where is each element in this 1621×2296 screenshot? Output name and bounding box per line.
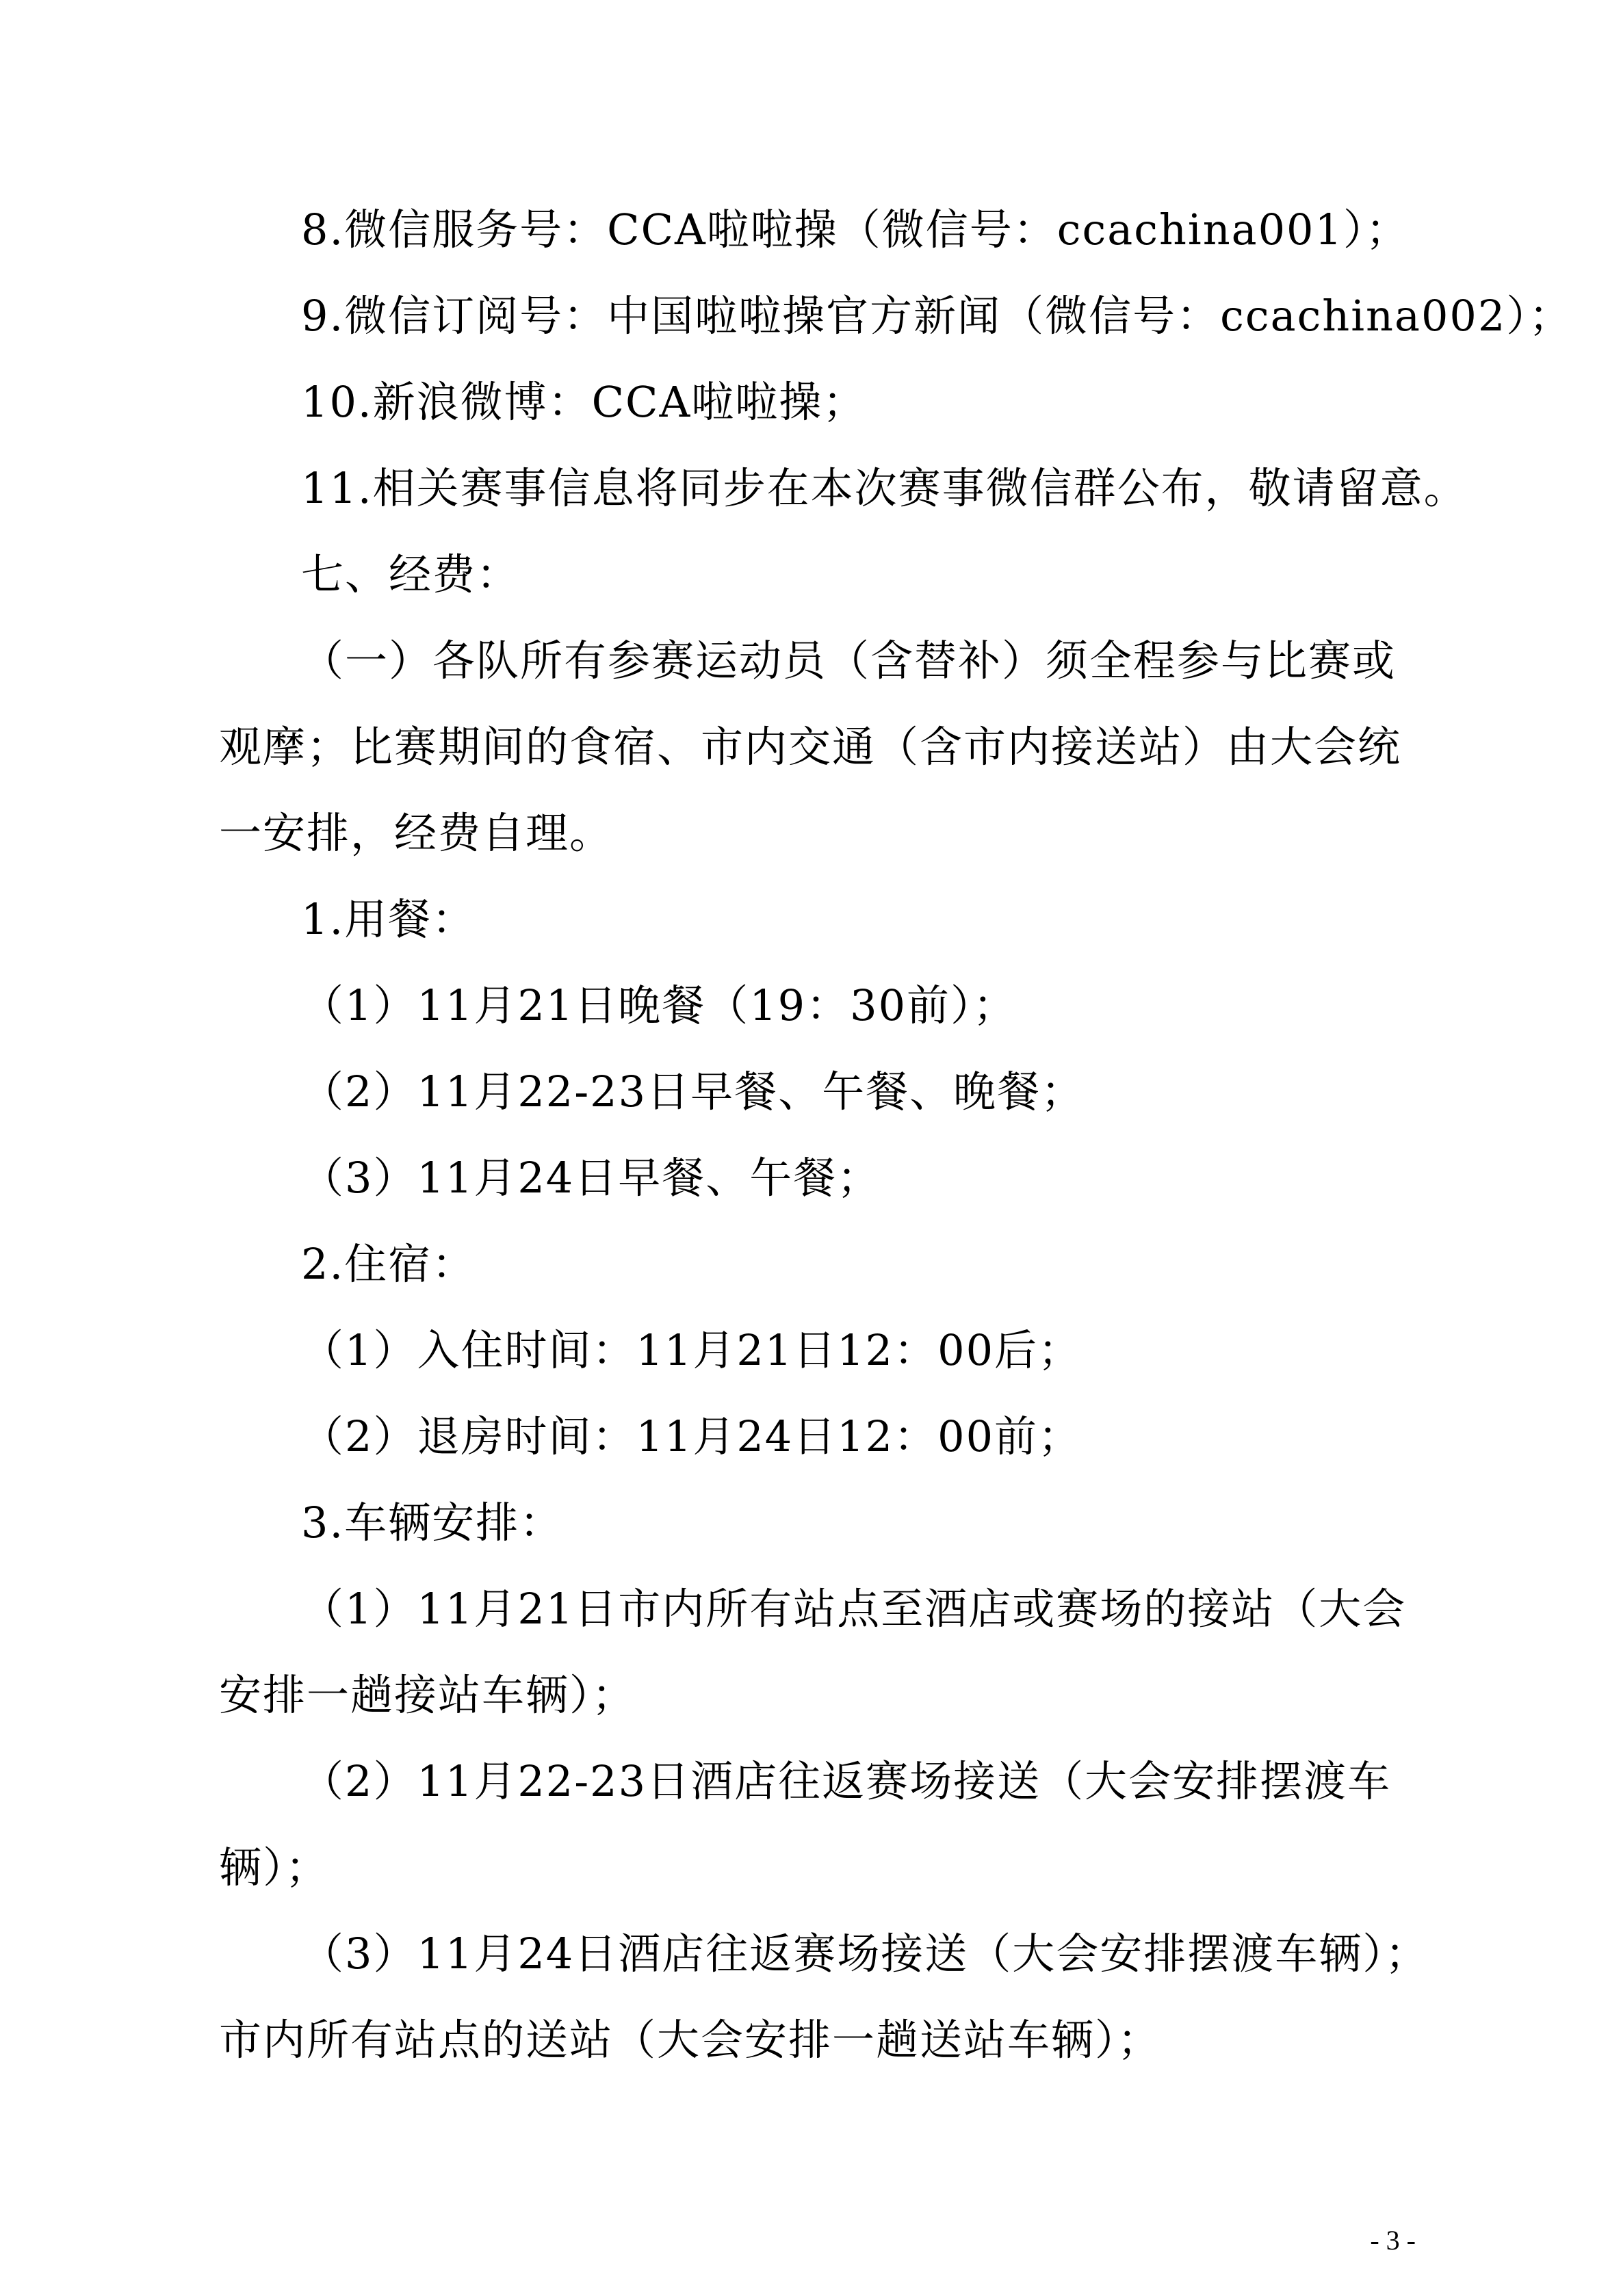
- list-item-meal-2: （2）11月22-23日早餐、午餐、晚餐；: [301, 1067, 1085, 1117]
- subheading-vehicles: 3.车辆安排：: [301, 1498, 564, 1548]
- text-line-weibo: 10.新浪微博：CCA啦啦操；: [301, 377, 867, 427]
- list-item-vehicle-1: （1）11月21日市内所有站点至酒店或赛场的接站（大会: [301, 1584, 1407, 1634]
- text-line-funding-1: （一）各队所有参赛运动员（含替补）须全程参与比赛或: [301, 636, 1397, 686]
- text-line-wechat-service: 8.微信服务号：CCA啦啦操（微信号：ccachina001）；: [301, 205, 1410, 255]
- section-heading-funding: 七、经费：: [301, 549, 521, 599]
- subheading-lodging: 2.住宿：: [301, 1239, 476, 1289]
- text-line-wechat-subscription: 9.微信订阅号：中国啦啦操官方新闻（微信号：ccachina002）；: [301, 291, 1573, 341]
- list-item-meal-1: （1）11月21日晚餐（19：30前）；: [301, 980, 1017, 1030]
- list-item-meal-3: （3）11月24日早餐、午餐；: [301, 1153, 881, 1203]
- list-item-vehicle-1-cont: 安排一趟接站车辆）；: [219, 1670, 636, 1720]
- list-item-checkin: （1）入住时间：11月21日12：00后；: [301, 1325, 1082, 1375]
- subheading-meals: 1.用餐：: [301, 894, 476, 944]
- text-line-funding-3: 一安排，经费自理。: [219, 808, 614, 858]
- list-item-vehicle-3: （3）11月24日酒店往返赛场接送（大会安排摆渡车辆）；: [301, 1929, 1429, 1979]
- text-line-funding-2: 观摩；比赛期间的食宿、市内交通（含市内接送站）由大会统: [219, 722, 1402, 772]
- list-item-checkout: （2）退房时间：11月24日12：00前；: [301, 1411, 1082, 1461]
- page-number: - 3 -: [1370, 2225, 1416, 2256]
- text-line-event-info: 11.相关赛事信息将同步在本次赛事微信群公布，敬请留意。: [301, 463, 1468, 513]
- list-item-vehicle-2-cont: 辆）；: [219, 1842, 330, 1892]
- list-item-vehicle-2: （2）11月22-23日酒店往返赛场接送（大会安排摆渡车: [301, 1756, 1392, 1806]
- list-item-vehicle-3-cont: 市内所有站点的送站（大会安排一趟送站车辆）；: [219, 2015, 1162, 2065]
